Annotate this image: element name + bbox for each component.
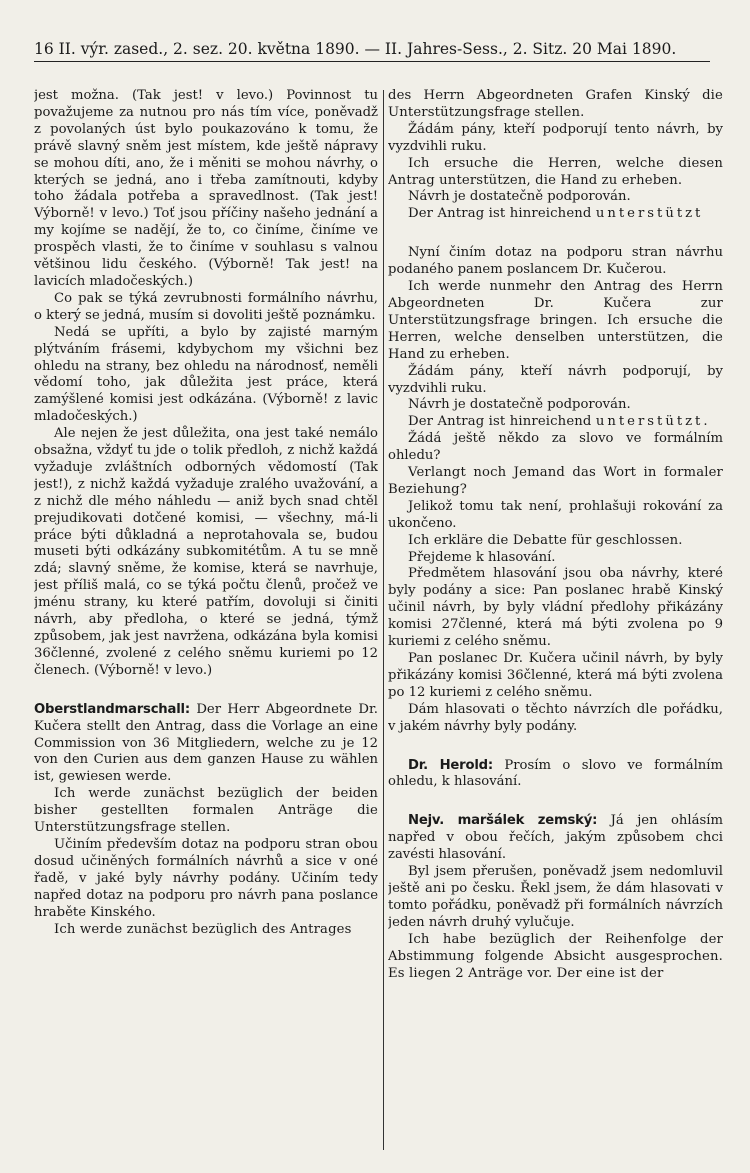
column-divider [383,90,384,1150]
paragraph: Co pak se týká zevrubnosti formálního návrhu, o který se jedná, musím si dovoliti ještě poznámku. [34,290,378,323]
speaker-paragraph [388,813,723,864]
paragraph: Návrh je dostatečně podporován. [408,397,631,413]
paragraph: Žádá ještě někdo za slovo ve formálním ohledu? [388,431,723,464]
paragraph: Učiním především dotaz na podporu stran obou dosud učiněných formálních návrhů a sice v oné řadě, v jaké byly návrhy podány. Učiním tedy napřed dotaz na podporu pro návrh pana poslance hraběte Kinského. [34,836,378,920]
paragraph: Nyní činím dotaz na podporu stran návrhu podaného panem poslancem Dr. Kučerou. [388,245,723,278]
speaker-paragraph [34,702,378,787]
paragraph: Pan poslanec Dr. Kučera učinil návrh, by byly přikázány komisi 36členné, která má býti zvolena po 12 kuriemi z celého sněmu. [388,651,723,700]
paragraph: Byl jsem přerušen, poněvadž jsem nedomluvil ještě ani po česku. Řekl jsem, že dám hlasovati v tomto pořádku, poněvadž při formálních návrzích jeden návrh druhý vylučuje. [388,864,723,930]
paragraph: Nedá se upříti, a bylo by zajisté marným plýtváním frásemi, kdybychom my všichni bez ohledu na strany, bez ohledu na národnosť, neměli vědomí toho, jak důležita jest práce, která zamýšlené komisi jest odkázána. (Výborně! z lavic mladočeských.) [34,324,378,425]
statement-text: Der Antrag ist hinreichend [408,206,596,222]
paragraph: Ich werde zunächst bezüglich des Antrages [54,921,352,937]
paragraph: Předmětem hlasování jsou oba návrhy, které byly podány a sice: Pan poslanec hrabě Kinský učinil návrh, by byly vládní předlohy přikázány komisi 27členné, která má býti zvolena po 9 kuriemi z celého sněmu. [388,566,723,650]
paragraph: Jelikož tomu tak není, prohlašuji rokování za ukončeno. [388,498,723,531]
paragraph: Ich erkläre die Debatte für geschlossen. [408,532,683,548]
spaced-word: unterstützt [595,206,704,222]
spaced-word: unterstützt. [595,414,711,430]
paragraph: Ich werde nunmehr den Antrag des Herrn Abgeordneten Dr. Kučera zur Unterstützungsfrage bringen. Ich ersuche die Herren, welche denselben unterstützen, die Hand zu erheben. [388,279,723,362]
speech-text: Prosím o slovo ve formálním ohledu, k hlasování. [388,757,723,790]
left-column [34,88,378,1158]
paragraph: Ale nejen že jest důležita, ona jest také nemálo obsažna, vždyť tu jde o tolik předloh, z nichž každá vyžaduje zvláštních odborných vědomostí (Tak jest!), z nichž každá vyžaduje zralého uvažování, a z nichž dle mého náhledu — aniž bych snad chtěl prejudikovati dotčené komisi, — všechny, má-li práce býti důkladná a neprotahovala se, budou museti býti odkázány subkomitétům. A tu se mně zdá; slavný sněme, že komise, která se navrhuje, jest příliš malá, co se týká počtu členů, pročež ve jménu strany, ku které patřím, dovoluji si činiti návrh, aby předloha, o které se jedná, týmž způsobem, jak jest navržena, odkázána byla komisi 36členné, zvolené z celého sněmu kuriemi po 12 členech. (Výborně! v levo.) [34,426,378,678]
paragraph: Žádám pány, kteří návrh podporují, by vyzdvihli ruku. [388,363,723,396]
speech-text: Der Herr Abgeordnete Dr. Kučera stellt den Antrag, dass die Vorlage an eine Commission von 36 Mitgliedern, welche zu je 12 von den Curien aus dem ganzen Hause zu wählen ist, gewiesen werde. [34,701,378,785]
paragraph: Verlangt noch Jemand das Wort in formaler Beziehung? [388,465,723,497]
speaker-name: Nejv. maršálek zemský: [408,813,598,829]
paragraph: Návrh je dostatečně podporován. [408,189,631,205]
paragraph: Dám hlasovati o těchto návrzích dle pořádku, v jakém návrhy byly podány. [388,701,723,734]
paragraph: Ich werde zunächst bezüglich der beiden bisher gestellten formalen Anträge die Unterstützungsfrage stellen. [34,786,378,836]
page-header: 16 II. výr. zased., 2. sez. 20. května 1890. — II. Jahres-Sess., 2. Sitz. 20 Mai 1890. [34,40,710,62]
speaker-name: Oberstlandmarschall: [34,701,190,717]
speaker-name: Dr. Herold: [408,757,493,773]
paragraph: Ich ersuche die Herren, welche diesen Antrag unterstützen, die Hand zu erheben. [388,155,723,188]
paragraph [388,414,723,431]
speaker-paragraph [388,758,723,792]
paragraph: Přejdeme k hlasování. [408,549,556,565]
statement-text: Der Antrag ist hinreichend [408,414,596,430]
right-column [388,88,723,1158]
paragraph: Žádám pány, kteří podporují tento návrh, by vyzdvihli ruku. [388,121,723,154]
paragraph [388,206,723,223]
paragraph: Ich habe bezüglich der Reihenfolge der Abstimmung folgende Absicht ausgesprochen. Es liegen 2 Anträge vor. Der eine ist der [388,931,723,981]
paragraph: jest možna. (Tak jest! v levo.) Povinnost tu považujeme za nutnou pro nás tím více, poněvadž z povolaných úst bylo poukazováno k tomu, že právě slavný sněm jest místem, kde ještě nápravy se mohou díti, ano, že i měniti se mohou návrhy, o kterých se jedná, ano i třeba zamítnouti, kdyby toho žádala potřeba a spravedlnost. (Tak jest! Výborně! v levo.) Toť jsou příčiny našeho jednání a my kojíme se nadějí, že to, co činíme, činíme ve prospěch vlasti, že to činíme v souhlasu s valnou většinou lidu českého. (Výborně! Tak jest! na lavicích mladočeských.) [34,88,378,289]
paragraph: des Herrn Abgeordneten Grafen Kinský die Unterstützungsfrage stellen. [388,88,723,120]
speech-text: Já jen ohlásím napřed v obou řečích, jakým způsobem chci zavésti hlasování. [388,813,723,863]
